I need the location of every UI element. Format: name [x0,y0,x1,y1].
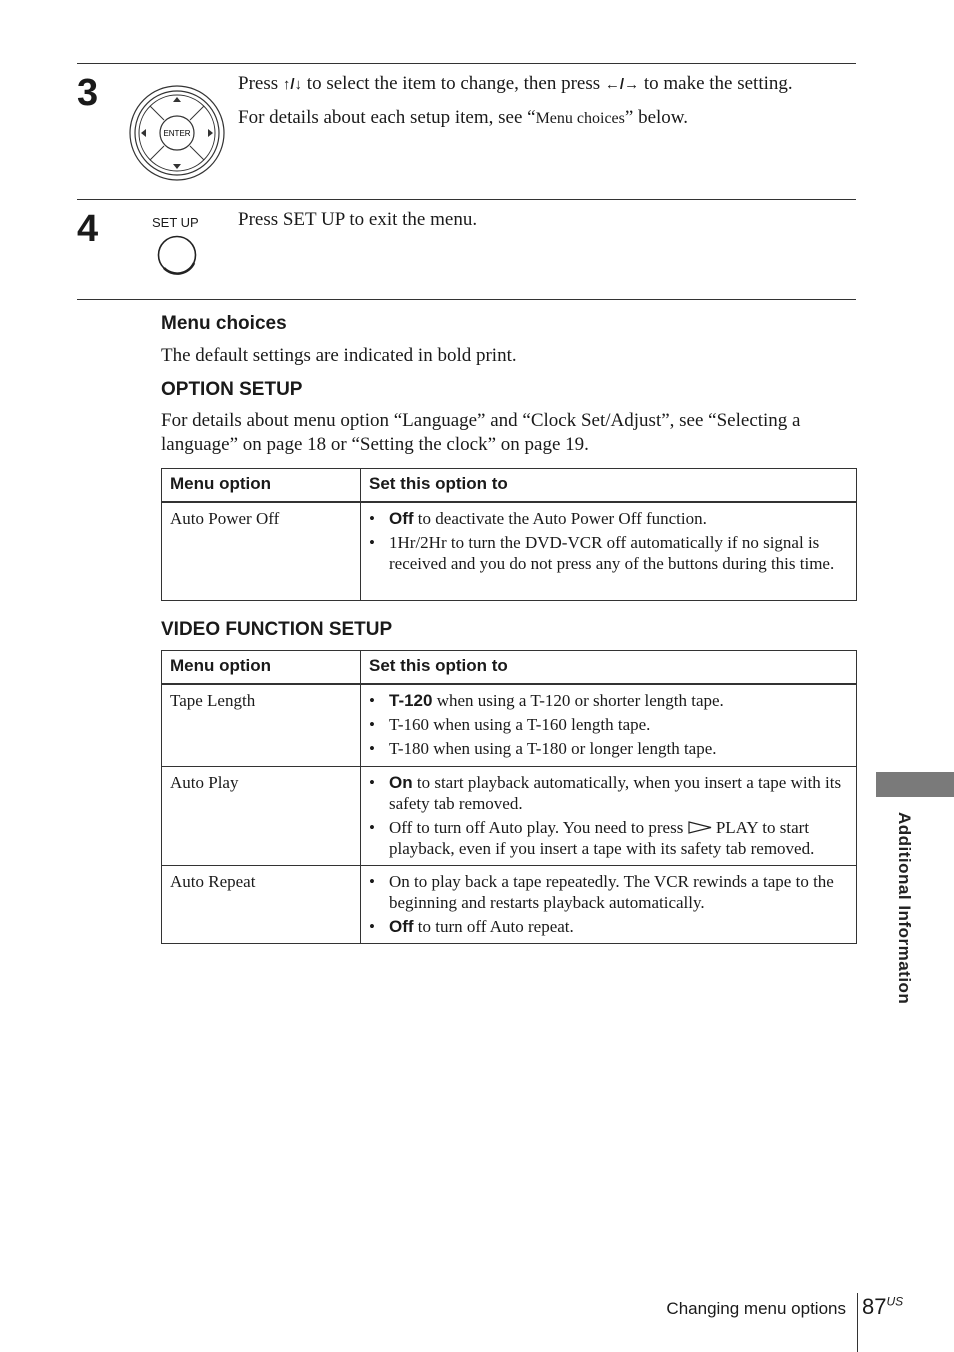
list-item [369,738,848,759]
step-3-line-1 [238,72,878,97]
enter-dpad-icon [128,84,226,182]
video-setup-table [161,650,857,944]
table-row [162,684,857,766]
step-3-text-c: to make the setting. [639,73,793,94]
item-text: Off to turn off Auto play. You need to press [389,817,688,837]
option-name: Auto Play [162,766,361,865]
default-value: Off [389,509,414,528]
col-set-option: Set this option to [361,651,857,685]
option-name: Auto Power Off [162,502,361,600]
top-rule [77,63,856,64]
col-set-option: Set this option to [361,469,857,503]
video-setup-heading: VIDEO FUNCTION SETUP [161,619,393,640]
menu-choices-ref: Menu choices [535,110,625,127]
setup-button-label: SET UP [152,215,199,230]
step-3-text-b: to select the item to change, then press [302,73,605,94]
option-setup-heading: OPTION SETUP [161,379,303,400]
step-divider [77,199,856,200]
footer-section-title: Changing menu options [666,1299,846,1318]
list-item [369,916,848,937]
default-value: Off [389,916,414,936]
list-item [369,532,848,574]
table-row [162,766,857,865]
option-values [361,502,857,600]
table-row [162,502,857,600]
step-3-number: 3 [77,72,99,114]
steps-bottom-rule [77,299,856,300]
item-text: T-160 when using a T-160 length tape. [389,715,651,734]
enter-label: ENTER [163,129,191,138]
footer-divider [857,1293,858,1352]
page-number [862,1294,903,1320]
page-number-value: 87 [862,1294,887,1319]
step-4-text: Press SET UP to exit the menu. [238,209,478,230]
step-3-line-2 [238,106,688,131]
left-right-arrows-icon: ←/→ [604,76,640,93]
setup-button-icon [156,235,200,277]
default-value: T-120 [389,691,433,710]
col-menu-option: Menu option [162,651,361,685]
step-3-line-2-b: ” below. [624,107,689,128]
menu-choices-heading: Menu choices [161,313,287,334]
option-setup-intro: For details about menu option “Language” and “Clock Set/Adjust”, see “Selecting a language” on page 18 or “Setting the clock” on page 19. [161,410,801,455]
item-text: T-180 when using a T-180 or longer length tape. [389,739,717,758]
option-setup-table [161,468,857,601]
option-values [361,684,857,766]
option-values [361,766,857,865]
list-item [369,690,848,711]
list-item [369,508,848,529]
step-3-line-2-a: For details about each setup item, see “ [238,107,536,128]
item-text: 1Hr/2Hr to turn the DVD-VCR off automatically if no signal is received and you do not press any of the buttons during this time. [389,533,835,573]
list-item [369,817,848,859]
col-menu-option: Menu option [162,469,361,503]
item-text: On to play back a tape repeatedly. The VCR rewinds a tape to the beginning and restarts playback automatically. [389,871,834,912]
item-text: to start playback automatically, when you insert a tape with its safety tab removed. [389,772,842,813]
item-text: to deactivate the Auto Power Off function. [413,509,707,528]
item-text: PLAY to start playback, even if you insert a tape with its safety tab removed. [389,817,815,858]
item-text: when using a T-120 or shorter length tape. [432,691,724,710]
step-4-number: 4 [77,208,99,250]
table-header-row [162,651,857,685]
default-value: On [389,772,413,792]
table-row [162,865,857,943]
item-text: to turn off Auto repeat. [413,916,574,936]
table-header-row [162,469,857,503]
list-item [369,714,848,735]
list-item [369,772,848,814]
page-suffix: US [886,1294,904,1309]
option-values [361,865,857,943]
section-label: Additional Information [895,812,914,1005]
option-name: Auto Repeat [162,865,361,943]
list-item [369,871,848,913]
option-name: Tape Length [162,684,361,766]
step-3-text-a: Press [238,73,283,94]
play-icon [688,821,712,834]
up-down-arrows-icon: ↑/↓ [282,76,303,93]
section-tab [876,772,954,797]
menu-choices-note: The default settings are indicated in bold print. [161,345,517,366]
